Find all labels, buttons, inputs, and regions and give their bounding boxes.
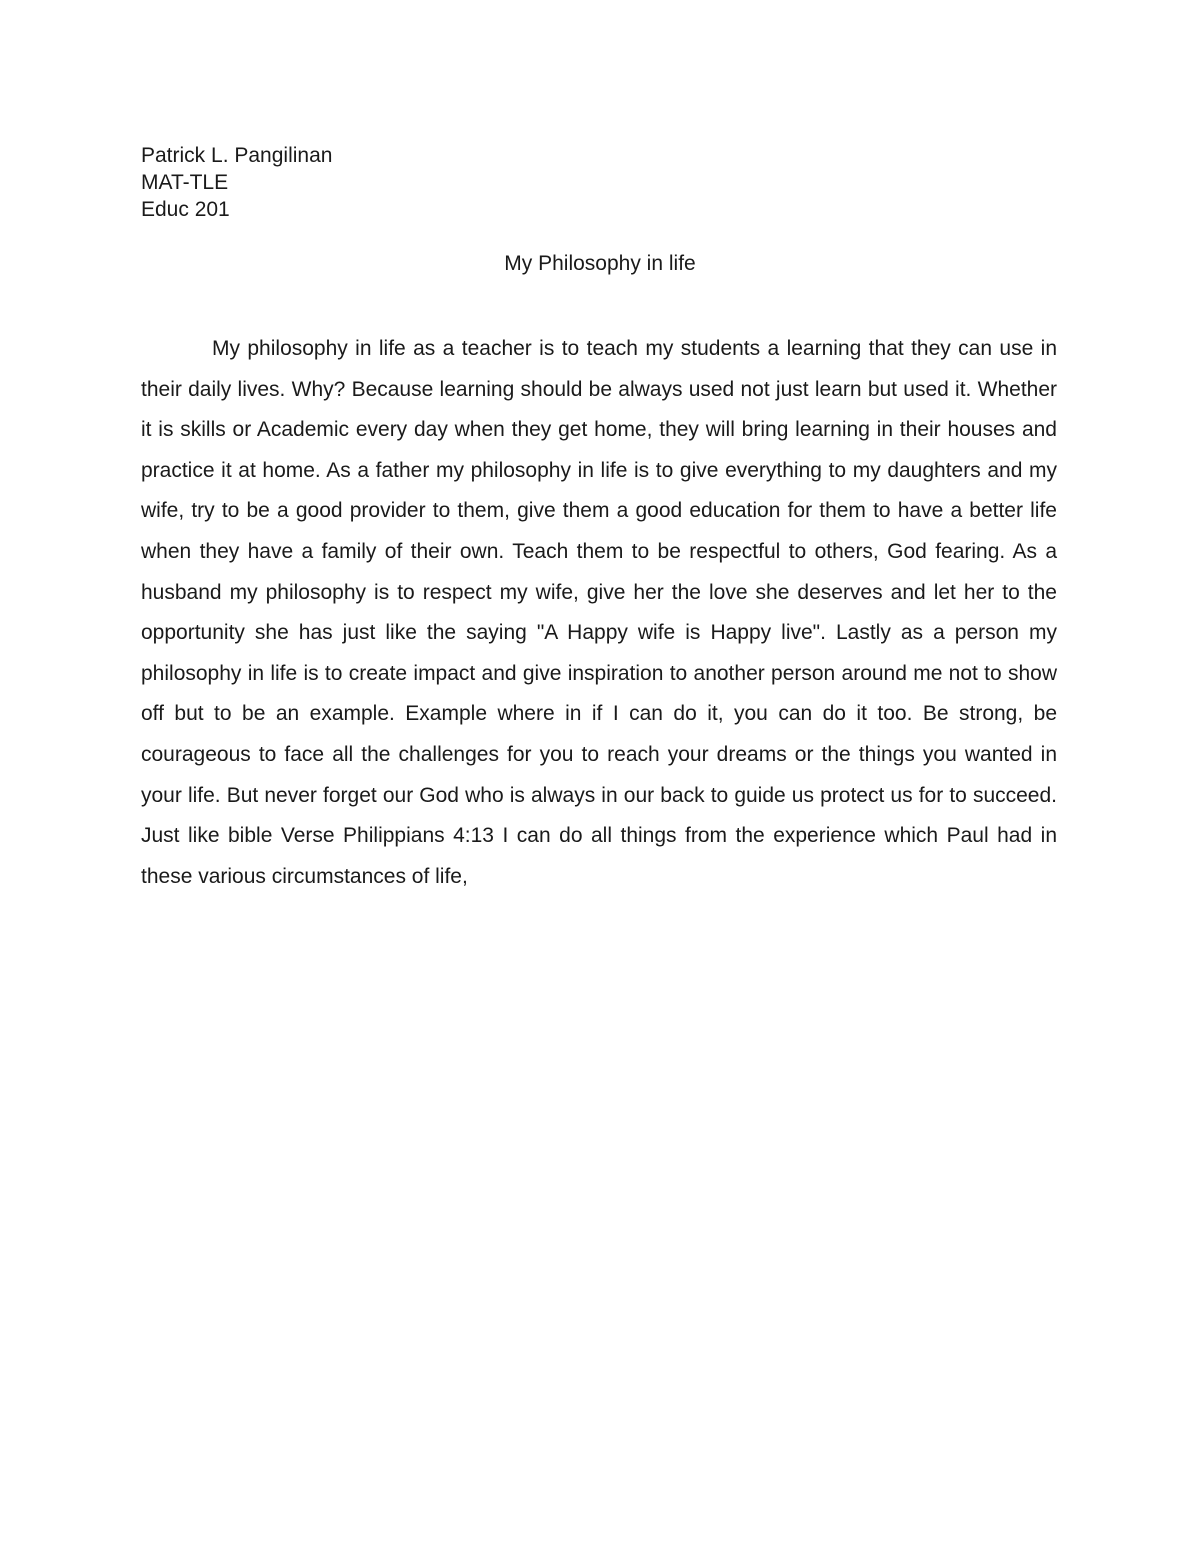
document-title: My Philosophy in life — [504, 252, 696, 275]
course-code: Educ 201 — [141, 198, 230, 221]
program-name: MAT-TLE — [141, 171, 229, 194]
header-block — [141, 142, 332, 223]
author-name: Patrick L. Pangilinan — [141, 144, 333, 167]
body-paragraph: My philosophy in life as a teacher is to teach my students a learning that they can use in their daily lives. Why? Because learning should be always used not just learn but used it. Whether it is skills or Academic every day when they get home, they will bring learning in their houses and practice it at home. As a father my philosophy in life is to give everything to my daughters and my wife, try to be a good provider to them, give them a good education for them to have a better life when they have a family of their own. Teach them to be respectful to others, God fearing. As a husband my philosophy is to respect my wife, give her the love she deserves and let her to the opportunity she has just like the saying "A Happy wife is Happy live". Lastly as a person my philosophy in life is to create impact and give inspiration to another person around me not to show off but to be an example. Example where in if I can do it, you can do it too. Be strong, be courageous to face all the challenges for you to reach your dreams or the things you wanted in your life. But never forget our God who is always in our back to guide us protect us for to succeed. Just like bible Verse Philippians 4:13 I can do all things from the experience which Paul had in these various circumstances of life, — [141, 337, 1057, 888]
